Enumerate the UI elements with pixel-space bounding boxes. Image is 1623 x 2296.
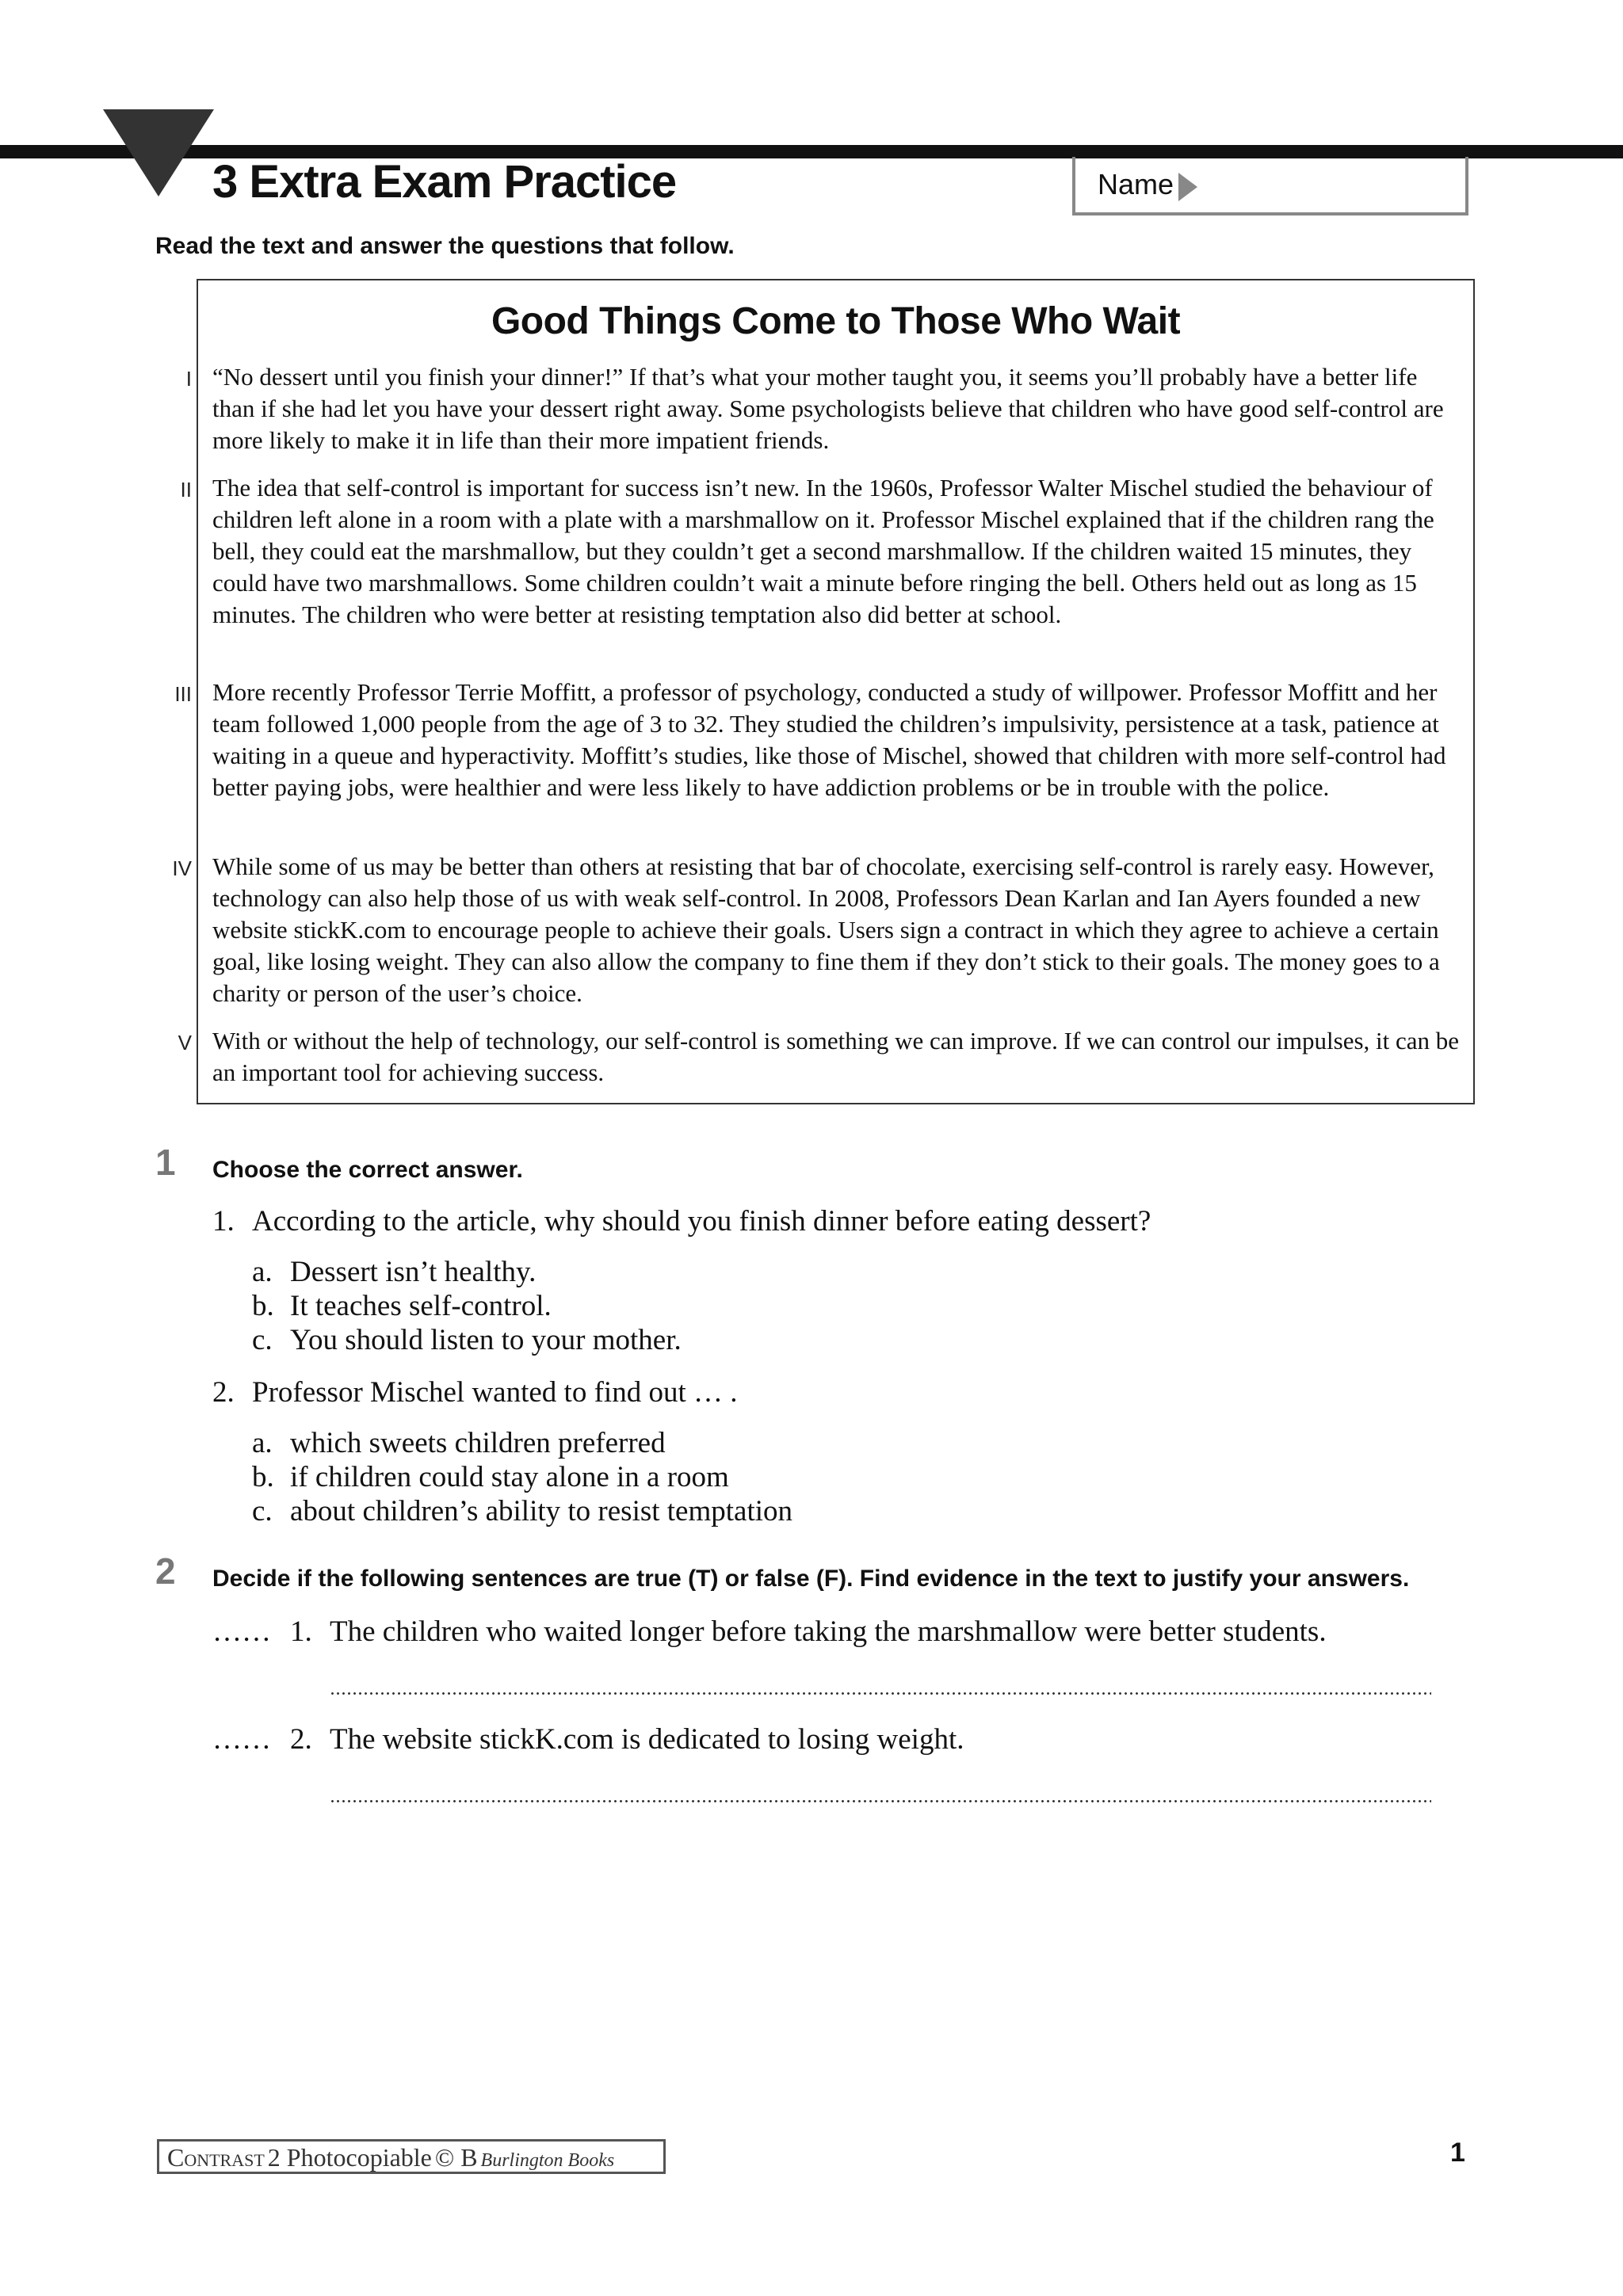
footer-credit [157,2139,666,2174]
option-text: Dessert isn’t healthy. [290,1256,537,1288]
paragraph-text: While some of us may be better than others at resisting that bar of chocolate, exercising self-control is rarely easy. However, technology can also help those of us with weak self-control. In 2008, Professors Dean Karlan and Ian Ayers founded a new website stickK.com to encourage people to achieve their goals. Users sign a contract in which they agree to achieve a certain goal, like losing weight. They can also allow the company to fine them if they don’t stick to their goals. The money goes to a charity or person of the user’s choice. [212,852,1440,1007]
paragraph-text: “No dessert until you finish your dinner!” If that’s what your mother taught you, it seems you’ll probably have a better life than if she had let you have your dessert right away. Some psychologists believe that children who have good self-control are more likely to make it in life than their more impatient friends. [212,363,1444,454]
item-number: 2. [290,1723,312,1756]
page-number: 1 [1450,2138,1465,2168]
article-paragraph [174,677,1465,803]
answer-option[interactable] [252,1426,666,1460]
paragraph-text: More recently Professor Terrie Moffitt, a professor of psychology, conducted a study of willpower. Professor Moffitt and her team followed 1,000 people from the age of 3 to 32. They studied the children’s impulsivity, persistence at a task, patience at waiting in a queue and hyperactivity. Moffitt’s studies, like those of Mischel, showed that children with more self-control had better paying jobs, were healthier and were less likely to have addiction problems or be in trouble with the police. [212,678,1446,801]
paragraph-text: The idea that self-control is important for success isn’t new. In the 1960s, Professor Walter Mischel studied the behaviour of children left alone in a room with a plate with a marshmallow on it. Professor Mischel explained that if the children rang the bell, they could eat the marshmallow, but they couldn’t get a second marshmallow. If the children waited 15 minutes, they could have two marshmallows. Some children couldn’t wait a minute before ringing the bell. Others held out as long as 15 minutes. The children who were better at resisting temptation also did better at school. [212,474,1434,628]
option-text: if children could stay alone in a room [290,1461,729,1493]
paragraph-number: III [174,682,192,706]
item-text: The website stickK.com is dedicated to losing weight. [330,1723,964,1756]
option-letter: b. [252,1290,274,1322]
option-letter: b. [252,1461,274,1493]
article-paragraph [178,1025,1465,1089]
question-text: Professor Mischel wanted to find out … . [252,1376,738,1409]
option-text: It teaches self-control. [290,1290,552,1322]
footer-text: 2 Photocopiable [267,2143,432,2172]
exercise-number: 1 [155,1142,176,1183]
article-paragraph [180,472,1465,631]
answer-blank[interactable]: …… [212,1723,271,1756]
name-field[interactable] [1072,157,1468,215]
article-paragraph [172,851,1465,1009]
unit-title: 3 Extra Exam Practice [212,156,677,208]
option-text: You should listen to your mother. [290,1324,682,1356]
paragraph-number: II [180,478,192,502]
paragraph-text: With or without the help of technology, our self-control is something we can improve. If we can control our impulses, it can be an important tool for achieving success. [212,1027,1460,1086]
evidence-line[interactable] [330,1800,1431,1802]
footer-publisher: Burlington Books [480,2150,615,2171]
answer-option[interactable] [252,1494,792,1528]
question-text: According to the article, why should you finish dinner before eating dessert? [252,1205,1151,1238]
reading-text-box [172,279,1475,1104]
evidence-line[interactable] [330,1692,1431,1695]
option-letter: a. [252,1256,273,1288]
question-number: 1. [212,1205,235,1238]
footer-brand: Contrast [167,2143,265,2172]
exercise-instruction: Choose the correct answer. [212,1157,523,1183]
question [212,1375,737,1409]
item-text: The children who waited longer before taking the marshmallow were better students. [330,1615,1327,1648]
answer-option[interactable] [252,1255,536,1289]
paragraph-number: IV [172,856,192,880]
article-title: Good Things Come to Those Who Wait [491,300,1181,342]
answer-option[interactable] [252,1289,552,1323]
option-text: about children’s ability to resist temptation [290,1495,793,1527]
option-letter: a. [252,1427,273,1459]
name-label: Name [1098,168,1174,200]
option-letter: c. [252,1495,273,1527]
unit-triangle-icon [103,109,214,196]
option-text: which sweets children preferred [290,1427,666,1459]
reading-instruction: Read the text and answer the questions that follow. [155,233,735,259]
exercise-instruction: Decide if the following sentences are true (T) or false (F). Find evidence in the text to justify your answers. [212,1566,1410,1592]
arrow-right-icon [1178,173,1197,201]
true-false-item [212,1722,964,1756]
paragraph-number: I [185,367,192,391]
item-number: 1. [290,1615,312,1648]
answer-option[interactable] [252,1323,682,1357]
article-paragraph [185,361,1465,456]
question [212,1204,1151,1238]
copyright-mark: © B [434,2143,478,2172]
paragraph-number: V [178,1031,192,1055]
answer-blank[interactable]: …… [212,1615,271,1648]
exercise-number: 2 [155,1550,176,1592]
true-false-item [212,1615,1327,1649]
option-letter: c. [252,1324,273,1356]
answer-option[interactable] [252,1460,729,1494]
question-number: 2. [212,1376,235,1409]
